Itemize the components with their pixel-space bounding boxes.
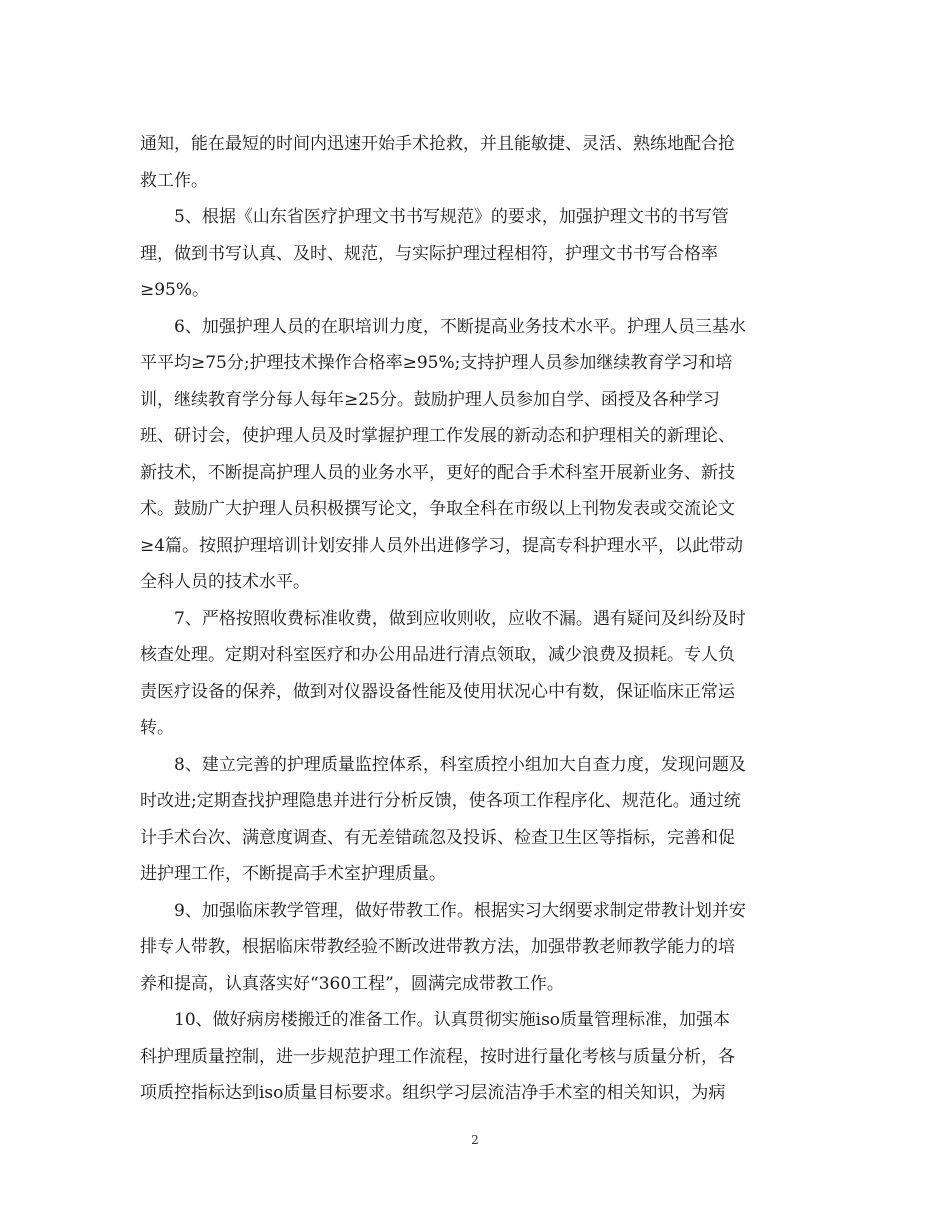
text-line: 平平均≥75分;护理技术操作合格率≥95%;支持护理人员参加继续教育学习和培 xyxy=(140,353,733,373)
text-line: 科护理质量控制，进一步规范护理工作流程，按时进行量化考核与质量分析，各 xyxy=(140,1046,735,1067)
text-line: 救工作。 xyxy=(140,170,208,191)
text-line: 项质控指标达到iso质量目标要求。组织学习层流洁净手术室的相关知识，为病 xyxy=(140,1083,726,1103)
body-text xyxy=(140,126,820,1112)
text-line: 转。 xyxy=(140,718,174,738)
text-line: 8、建立完善的护理质量监控体系，科室质控小组加大自查力度，发现问题及 xyxy=(140,754,746,775)
text-line: 时改进;定期查找护理隐患并进行分析反馈，使各项工作程序化、规范化。通过统 xyxy=(140,791,741,811)
text-line: 核查处理。定期对科室医疗和办公用品进行清点领取，减少浪费及损耗。专人负 xyxy=(140,645,735,665)
text-line: 9、加强临床教学管理，做好带教工作。根据实习大纲要求制定带教计划并安 xyxy=(140,900,746,921)
text-line: 养和提高，认真落实好“360工程”，圆满完成带教工作。 xyxy=(140,973,564,994)
page-number: 2 xyxy=(471,1133,479,1147)
text-line: 进护理工作，不断提高手术室护理质量。 xyxy=(140,864,446,884)
text-line: 7、严格按照收费标准收费，做到应收则收，应收不漏。遇有疑问及纠纷及时 xyxy=(140,608,746,629)
text-line: 通知，能在最短的时间内迅速开始手术抢救，并且能敏捷、灵活、熟练地配合抢 xyxy=(140,134,735,154)
text-line: 计手术台次、满意度调查、有无差错疏忽及投诉、检查卫生区等指标，完善和促 xyxy=(140,827,735,848)
text-line: 责医疗设备的保养，做到对仪器设备性能及使用状况心中有数，保证临床正常运 xyxy=(140,681,735,702)
text-line: 全科人员的技术水平。 xyxy=(140,572,310,592)
text-line: 排专人带教，根据临床带教经验不断改进带教方法，加强带教老师教学能力的培 xyxy=(140,937,735,957)
text-line: 6、加强护理人员的在职培训力度，不断提高业务技术水平。护理人员三基水 xyxy=(140,316,746,337)
text-line: 10、做好病房楼搬迁的准备工作。认真贯彻实施iso质量管理标准，加强本 xyxy=(140,1010,731,1030)
text-line: 班、研讨会，使护理人员及时掌握护理工作发展的新动态和护理相关的新理论、 xyxy=(140,426,735,446)
text-line: ≥95%。 xyxy=(140,280,210,300)
text-line: 5、根据《山东省医疗护理文书书写规范》的要求，加强护理文书的书写管 xyxy=(140,207,729,227)
text-line: ≥4篇。按照护理培训计划安排人员外出进修学习，提高专科护理水平，以此带动 xyxy=(140,535,744,556)
text-line: 理，做到书写认真、及时、规范，与实际护理过程相符，护理文书书写合格率 xyxy=(140,243,718,264)
text-line: 术。鼓励广大护理人员积极撰写论文，争取全科在市级以上刊物发表或交流论文 xyxy=(140,499,735,519)
text-line: 新技术，不断提高护理人员的业务水平，更好的配合手术科室开展新业务、新技 xyxy=(140,462,735,483)
text-line: 训，继续教育学分每人每年≥25分。鼓励护理人员参加自学、函授及各种学习 xyxy=(140,389,720,410)
